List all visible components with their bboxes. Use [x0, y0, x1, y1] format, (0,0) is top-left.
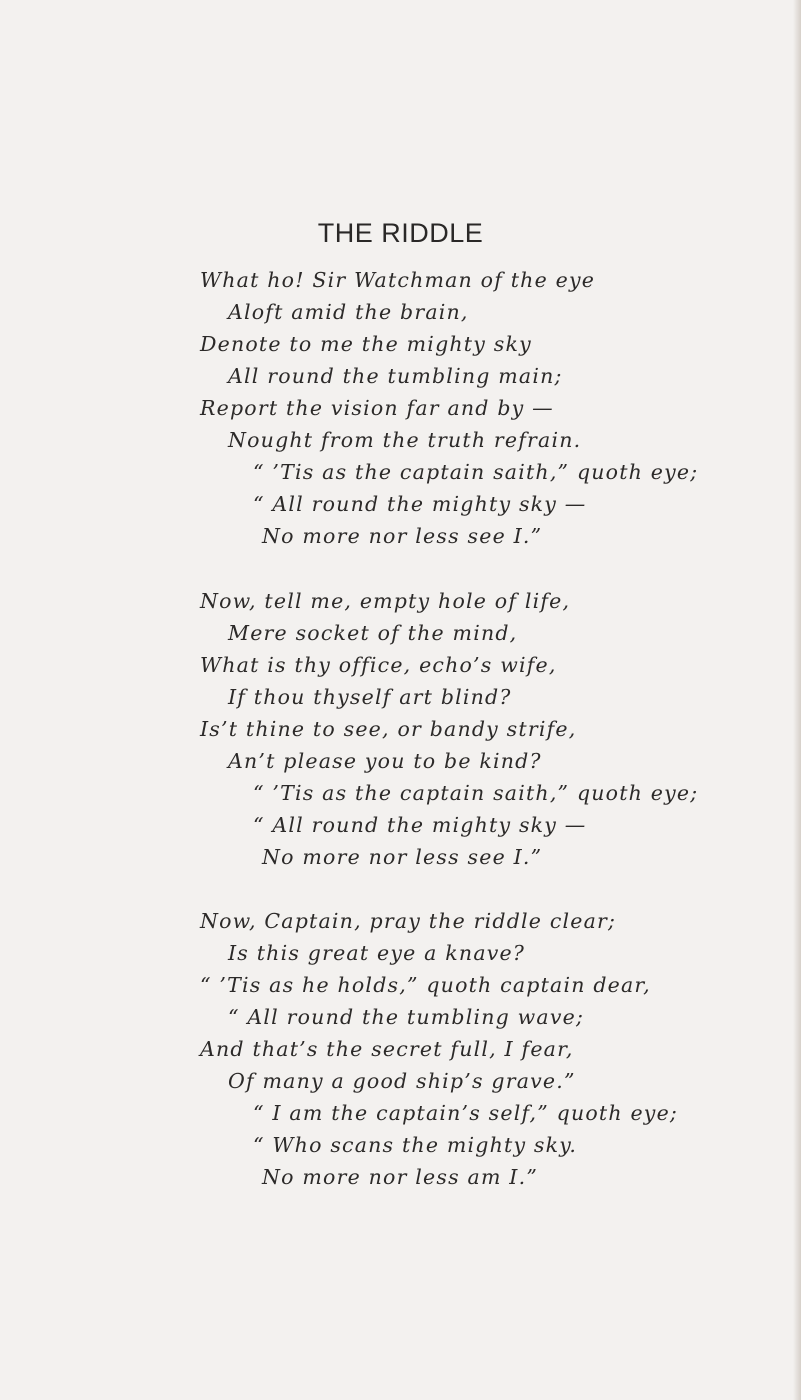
poem-line: If thou thyself art blind? [228, 685, 512, 709]
poem-line: No more nor less see I.” [262, 845, 543, 869]
page-edge [793, 0, 801, 1400]
poem-line: Now, tell me, empty hole of life, [200, 589, 571, 613]
poem-line: No more nor less see I.” [262, 524, 543, 548]
poem-line: “ All round the tumbling wave; [228, 1005, 585, 1029]
poem-line: All round the tumbling main; [228, 364, 563, 388]
poem-line: Is this great eye a knave? [228, 941, 526, 965]
poem-line: And that’s the secret full, I fear, [200, 1037, 574, 1061]
poem-line: Of many a good ship’s grave.” [228, 1069, 576, 1093]
page-title: THE RIDDLE [317, 218, 484, 248]
poem-line: No more nor less am I.” [262, 1165, 539, 1189]
poem-line: “ ’Tis as the captain saith,” quoth eye; [253, 460, 699, 484]
poem-line: Now, Captain, pray the riddle clear; [200, 909, 617, 933]
poem-line: What is thy office, echo’s wife, [200, 653, 557, 677]
poem-line: “ ’Tis as he holds,” quoth captain dear, [200, 973, 651, 997]
poem-line: An’t please you to be kind? [228, 749, 542, 773]
poem-line: “ ’Tis as the captain saith,” quoth eye; [253, 781, 699, 805]
poem-line: Mere socket of the mind, [228, 621, 518, 645]
poem-line: Aloft amid the brain, [228, 300, 469, 324]
poem-line: Is’t thine to see, or bandy strife, [200, 717, 577, 741]
poem-line: Denote to me the mighty sky [200, 332, 532, 356]
poem-line: “ All round the mighty sky — [253, 813, 587, 837]
poem-line: Report the vision far and by — [200, 396, 554, 420]
poem-line: “ All round the mighty sky — [253, 492, 587, 516]
poem-line: Nought from the truth refrain. [228, 428, 582, 452]
poem-line: What ho! Sir Watchman of the eye [200, 268, 596, 292]
poem-line: “ I am the captain’s self,” quoth eye; [253, 1101, 679, 1125]
poem-line: “ Who scans the mighty sky. [253, 1133, 578, 1157]
